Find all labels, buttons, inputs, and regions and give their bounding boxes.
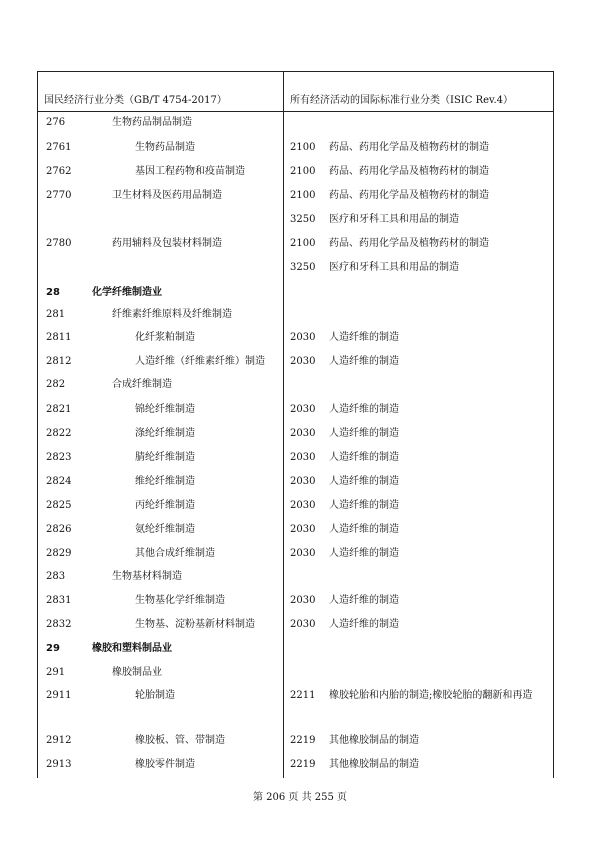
isic-description: 人造纤维的制造 (329, 452, 399, 463)
gb-code: 2812 (46, 356, 72, 367)
gb-code: 2913 (46, 759, 72, 770)
gb-code: 2911 (46, 690, 72, 701)
isic-description: 药品、药用化学品及植物药材的制造 (329, 166, 489, 177)
gb-code: 2821 (46, 404, 72, 415)
isic-code: 2030 (290, 452, 316, 463)
isic-description: 人造纤维的制造 (329, 404, 399, 415)
gb-code: 291 (46, 667, 66, 678)
isic-description: 人造纤维的制造 (329, 428, 399, 439)
isic-description: 人造纤维的制造 (329, 356, 399, 367)
gb-code: 2826 (46, 524, 72, 535)
isic-description: 药品、药用化学品及植物药材的制造 (329, 142, 489, 153)
header-divider (37, 111, 554, 112)
table-row (37, 500, 554, 520)
isic-code: 2030 (290, 332, 316, 343)
table-row (37, 238, 554, 258)
isic-description: 人造纤维的制造 (329, 595, 399, 606)
table-row (37, 190, 554, 210)
isic-code: 2030 (290, 476, 316, 487)
gb-code: 2811 (46, 332, 72, 343)
table-row (37, 404, 554, 424)
gb-category-name: 基因工程药物和疫苗制造 (135, 166, 245, 177)
table-row (37, 619, 554, 639)
isic-code: 2100 (290, 166, 316, 177)
gb-category-name: 纤维素纤维原料及纤维制造 (112, 309, 232, 320)
gb-code: 276 (46, 117, 66, 128)
table-row (37, 356, 554, 376)
table-row (37, 287, 554, 307)
isic-description: 人造纤维的制造 (329, 332, 399, 343)
isic-code: 2100 (290, 238, 316, 249)
gb-code: 283 (46, 571, 66, 582)
gb-code: 2780 (46, 238, 72, 249)
gb-category-name: 生物基材料制造 (112, 571, 182, 582)
gb-category-name: 生物药品制造 (135, 142, 195, 153)
isic-code: 2219 (290, 759, 316, 770)
gb-category-name: 药用辅料及包装材料制造 (112, 238, 222, 249)
table-row (37, 166, 554, 186)
gb-code: 2823 (46, 452, 72, 463)
table-row (37, 379, 554, 399)
table-row (37, 548, 554, 568)
gb-category-name: 锦纶纤维制造 (135, 404, 195, 415)
table-row (37, 524, 554, 544)
table-row (37, 452, 554, 472)
isic-code: 2100 (290, 190, 316, 201)
gb-category-name: 生物药品制品制造 (112, 117, 192, 128)
table-row (37, 571, 554, 591)
isic-code: 2219 (290, 735, 316, 746)
isic-code: 2211 (290, 690, 316, 701)
gb-category-name: 其他合成纤维制造 (135, 548, 215, 559)
gb-category-name: 化纤浆粕制造 (135, 332, 195, 343)
gb-category-name: 丙纶纤维制造 (135, 500, 195, 511)
isic-code: 2030 (290, 619, 316, 630)
isic-description: 人造纤维的制造 (329, 548, 399, 559)
isic-code: 2030 (290, 595, 316, 606)
gb-code: 2762 (46, 166, 72, 177)
table-row (37, 117, 554, 137)
isic-description: 医疗和牙科工具和用品的制造 (329, 262, 459, 273)
table-row (37, 759, 554, 779)
gb-category-name: 卫生材料及医药用品制造 (112, 190, 222, 201)
table-row (37, 643, 554, 663)
gb-code: 28 (46, 287, 60, 298)
isic-description: 人造纤维的制造 (329, 476, 399, 487)
gb-code: 2831 (46, 595, 72, 606)
table-border-top (37, 71, 554, 72)
isic-code: 2030 (290, 524, 316, 535)
gb-code: 282 (46, 379, 66, 390)
isic-description: 橡胶轮胎和内胎的制造;橡胶轮胎的翻新和再造 (329, 690, 533, 701)
gb-category-name: 橡胶板、管、带制造 (135, 735, 225, 746)
header-gb-classification: 国民经济行业分类（GB/T 4754-2017） (44, 95, 227, 106)
classification-table (37, 71, 554, 778)
gb-code: 2832 (46, 619, 72, 630)
isic-description: 其他橡胶制品的制造 (329, 759, 419, 770)
isic-code: 2100 (290, 142, 316, 153)
isic-code: 3250 (290, 214, 316, 225)
isic-description: 其他橡胶制品的制造 (329, 735, 419, 746)
isic-code: 2030 (290, 548, 316, 559)
gb-category-name: 橡胶和塑料制品业 (92, 643, 172, 654)
gb-code: 29 (46, 643, 60, 654)
isic-description: 人造纤维的制造 (329, 524, 399, 535)
gb-category-name: 橡胶零件制造 (135, 759, 195, 770)
isic-description: 人造纤维的制造 (329, 619, 399, 630)
header-isic-classification: 所有经济活动的国际标准行业分类（ISIC Rev.4） (290, 95, 514, 106)
gb-code: 2825 (46, 500, 72, 511)
gb-code: 2761 (46, 142, 72, 153)
table-row (37, 735, 554, 755)
table-row (37, 595, 554, 615)
gb-code: 2824 (46, 476, 72, 487)
gb-code: 2822 (46, 428, 72, 439)
gb-category-name: 轮胎制造 (135, 690, 175, 701)
gb-category-name: 人造纤维（纤维素纤维）制造 (135, 356, 265, 367)
table-row (37, 428, 554, 448)
gb-category-name: 合成纤维制造 (112, 379, 172, 390)
isic-code: 2030 (290, 500, 316, 511)
isic-description: 药品、药用化学品及植物药材的制造 (329, 190, 489, 201)
isic-description: 人造纤维的制造 (329, 500, 399, 511)
table-row (37, 690, 554, 710)
gb-code: 281 (46, 309, 66, 320)
isic-code: 2030 (290, 356, 316, 367)
gb-category-name: 橡胶制品业 (112, 667, 162, 678)
gb-category-name: 生物基化学纤维制造 (135, 595, 225, 606)
isic-description: 医疗和牙科工具和用品的制造 (329, 214, 459, 225)
table-row (37, 667, 554, 687)
table-row (37, 142, 554, 162)
table-row (37, 332, 554, 352)
gb-category-name: 涤纶纤维制造 (135, 428, 195, 439)
isic-description: 药品、药用化学品及植物药材的制造 (329, 238, 489, 249)
gb-category-name: 腈纶纤维制造 (135, 452, 195, 463)
isic-code: 2030 (290, 404, 316, 415)
gb-category-name: 维纶纤维制造 (135, 476, 195, 487)
isic-code: 2030 (290, 428, 316, 439)
table-row (37, 262, 554, 282)
page-number: 第 206 页 共 255 页 (252, 792, 348, 803)
table-row (37, 309, 554, 329)
isic-code: 3250 (290, 262, 316, 273)
table-row (37, 476, 554, 496)
table-row (37, 214, 554, 234)
gb-category-name: 氨纶纤维制造 (135, 524, 195, 535)
gb-category-name: 生物基、淀粉基新材料制造 (135, 619, 255, 630)
gb-code: 2770 (46, 190, 72, 201)
gb-code: 2912 (46, 735, 72, 746)
gb-code: 2829 (46, 548, 72, 559)
gb-category-name: 化学纤维制造业 (92, 287, 162, 298)
